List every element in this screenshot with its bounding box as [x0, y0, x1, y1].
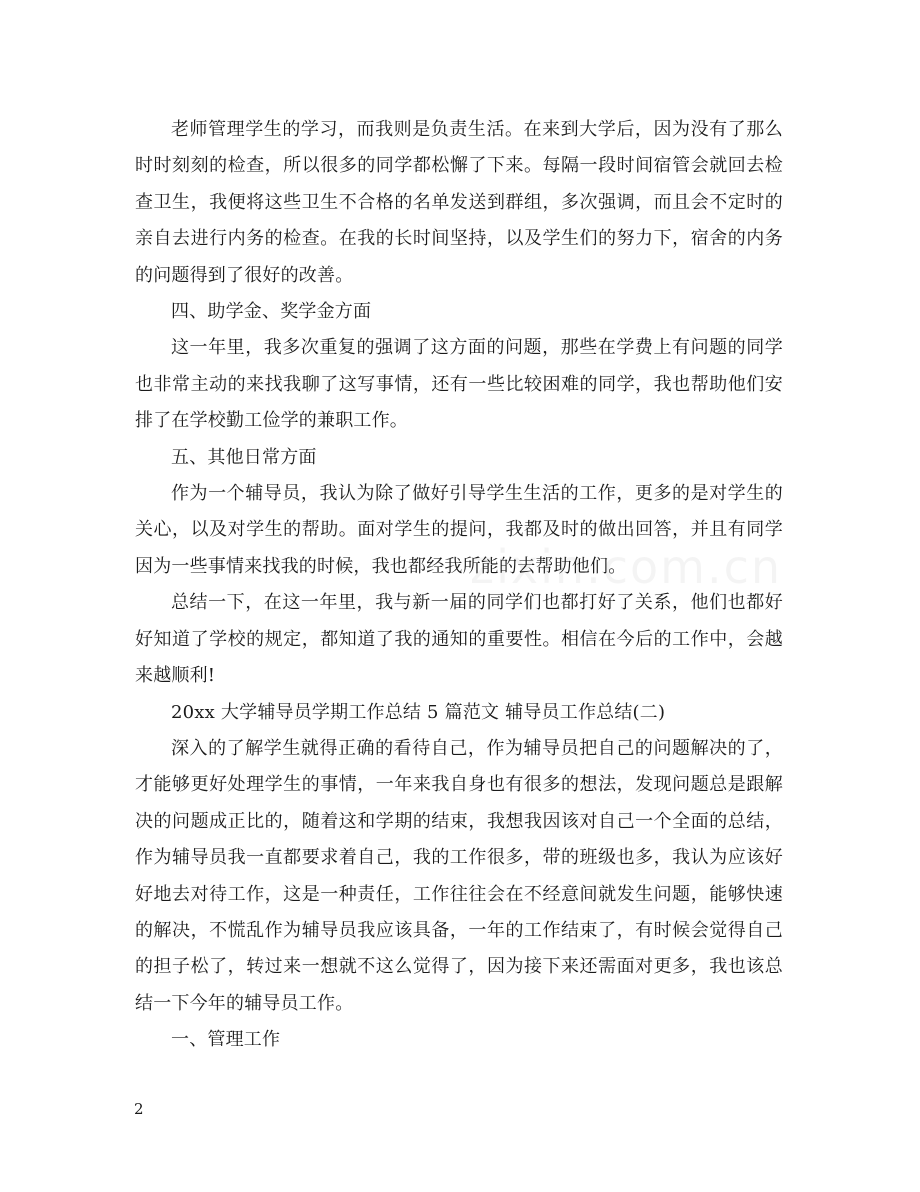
document-body	[135, 112, 783, 1059]
heading-scholarship: 四、助学金、奖学金方面	[171, 301, 372, 323]
page-number: 2	[134, 1100, 144, 1118]
paragraph-daily-affairs: 作为一个辅导员，我认为除了做好引导学生生活的工作，更多的是对学生的关心，以及对学生的帮助。面对学生的提问，我都及时的做出回答，并且有同学因为一些事情来找我的时候，我也都经我所能的去帮助他们。	[135, 483, 783, 577]
paragraph-dormitory: 老师管理学生的学习，而我则是负责生活。在来到大学后，因为没有了那么时时刻刻的检查，所以很多的同学都松懈了下来。每隔一段时间宿管会就回去检查卫生，我便将这些卫生不合格的名单发送到群组，多次强调，而且会不定时的亲自去进行内务的检查。在我的长时间坚持，以及学生们的努力下，宿舍的内务的问题得到了很好的改善。	[135, 119, 783, 286]
heading-daily-affairs: 五、其他日常方面	[171, 446, 317, 468]
paragraph-scholarship: 这一年里，我多次重复的强调了这方面的问题，那些在学费上有问题的同学也非常主动的来找我聊了这写事情，还有一些比较困难的同学，我也帮助他们安排了在学校勤工俭学的兼职工作。	[135, 337, 783, 432]
section-title: 20xx 大学辅导员学期工作总结 5 篇范文 辅导员工作总结(二)	[171, 701, 666, 723]
paragraph-introduction: 深入的了解学生就得正确的看待自己，作为辅导员把自己的问题解决的了，才能够更好处理学生的事情，一年来我自身也有很多的想法，发现问题总是跟解决的问题成正比的，随着这和学期的结束，我想我因该对自己一个全面的总结，作为辅导员我一直都要求着自己，我的工作很多，带的班级也多，我认为应该好好地去对待工作，这是一种责任，工作往往会在不经意间就发生问题，能够快速的解决，不慌乱作为辅导员我应该具备，一年的工作结束了，有时候会觉得自己的担子松了，转过来一想就不这么觉得了，因为接下来还需面对更多，我也该总结一下今年的辅导员工作。	[135, 737, 783, 1014]
paragraph-summary: 总结一下，在这一年里，我与新一届的同学们也都打好了关系，他们也都好好知道了学校的规定，都知道了我的通知的重要性。相信在今后的工作中，会越来越顺利!	[135, 592, 783, 687]
heading-management-work: 一、管理工作	[171, 1029, 281, 1051]
